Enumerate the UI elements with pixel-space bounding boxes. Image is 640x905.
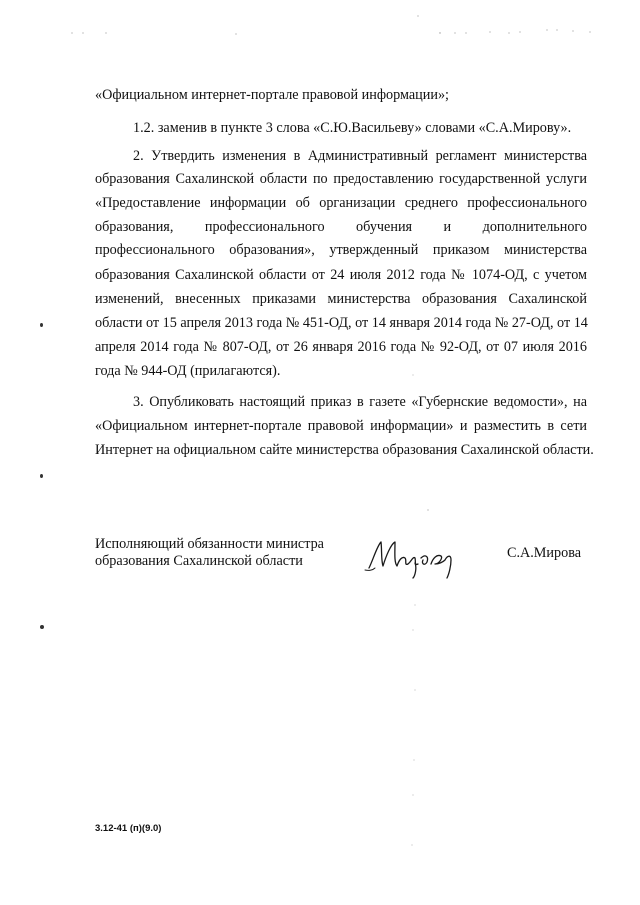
signatory-position-line: образования Сахалинской области [95,553,303,569]
margin-mark [40,474,43,478]
item-2-line: 2. Утвердить изменения в Административный регламент министерства [133,148,587,164]
item-2-line: области от 15 апреля 2013 года № 451-ОД, от 14 января 2014 года № 27-ОД, от 14 [95,315,588,331]
margin-mark [40,323,43,327]
item-2-line: образования Сахалинской области от 24 июля 2012 года № 1074-ОД, с учетом [95,267,587,283]
item-3-line: «Официальном интернет-портале правовой информации» и разместить в сети [95,418,587,434]
item-2-line: апреля 2014 года № 807-ОД, от 26 января 2016 года № 92-ОД, от 07 июля 2016 [95,339,587,355]
margin-mark [40,625,44,629]
signatory-position-line: Исполняющий обязанности министра [95,536,324,552]
item-2-line: года № 944-ОД (прилагаются). [95,363,281,379]
item-3-line: 3. Опубликовать настоящий приказ в газете «Губернские ведомости», на [133,394,587,410]
item-2-line: профессионального образования», утвержденный приказом министерства [95,242,587,258]
item-1-2: 1.2. заменив в пункте 3 слова «С.Ю.Васильеву» словами «С.А.Мирову». [133,120,572,136]
handwritten-signature [355,530,465,580]
item-2-line: изменений, внесенных приказами министерства образования Сахалинской [95,291,587,307]
intro-line: «Официальном интернет-портале правовой информации»; [95,87,449,103]
item-2-line: «Предоставление информации об организации среднего профессионального [95,195,587,211]
item-2-line: образования, профессионального обучения и дополнительного [95,219,587,235]
signatory-position [95,536,324,570]
item-3-line: Интернет на официальном сайте министерства образования Сахалинской области. [95,442,594,458]
document-code: 3.12-41 (п)(9.0) [95,823,162,834]
signatory-name: С.А.Мирова [507,545,582,561]
item-2-line: образования Сахалинской области по предоставлению государственной услуги [95,171,587,187]
